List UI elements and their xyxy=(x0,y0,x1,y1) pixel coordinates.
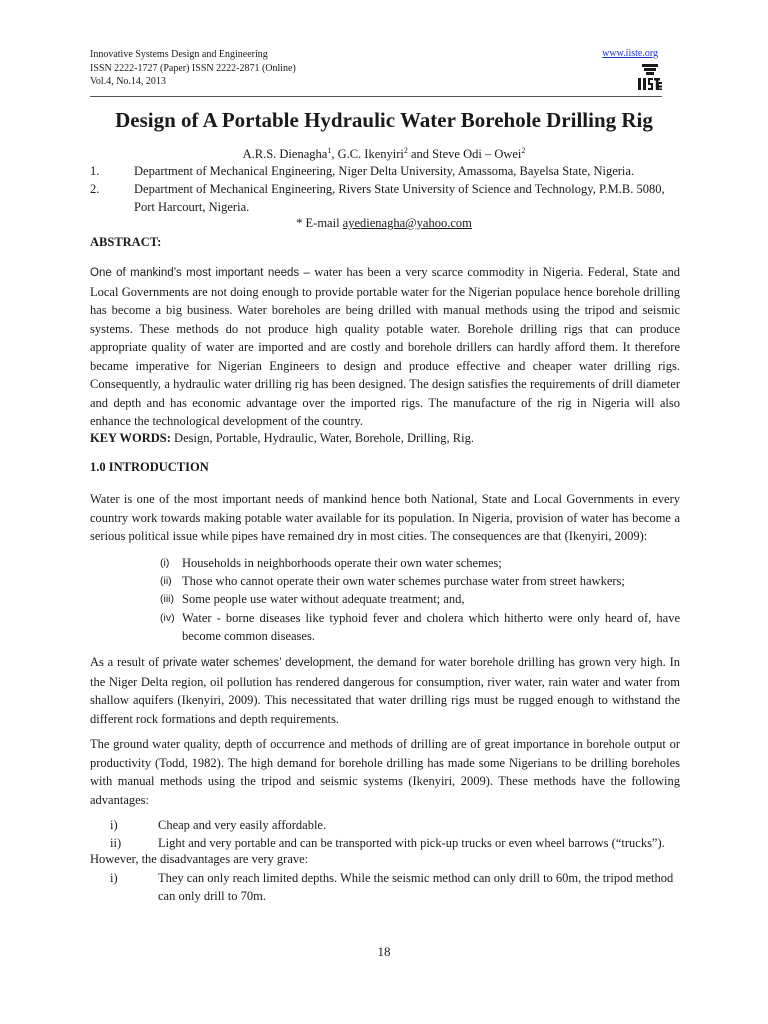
list-item-text: Households in neighborhoods operate their own water schemes; xyxy=(182,556,502,570)
keywords-label: KEY WORDS: xyxy=(90,431,171,445)
list-item-text: Water - borne diseases like typhoid fever and cholera which hitherto were only heard of, have become common diseases. xyxy=(182,610,680,643)
journal-url-container xyxy=(602,48,658,59)
list-marker: (i) xyxy=(160,557,170,569)
journal-issn: ISSN 2222-1727 (Paper) ISSN 2222-2871 (Online) xyxy=(90,62,296,74)
list-marker: i) xyxy=(110,818,118,832)
list-item xyxy=(160,554,680,572)
disadvantages-intro: However, the disadvantages are very grave: xyxy=(90,852,309,866)
abstract-heading: ABSTRACT: xyxy=(90,235,162,249)
list-item-text: They can only reach limited depths. While the seismic method can only drill to 60m, the tripod method can only drill to 70m. xyxy=(158,871,674,904)
keywords-text: Design, Portable, Hydraulic, Water, Borehole, Drilling, Rig. xyxy=(170,431,474,445)
p2-pre: As a result of xyxy=(90,655,163,669)
keywords-line xyxy=(90,431,474,446)
journal-header xyxy=(90,48,296,89)
list-item xyxy=(160,590,680,608)
intro-paragraph-2 xyxy=(90,653,680,728)
consequences-list xyxy=(160,554,680,645)
p2-post: the demand for water borehole drilling has grown very high. In the Niger Delta region, oil pollution has rendered dangerous for consumption, river water, rain water and water from shallow aquifers (Ikenyiri, 2009). This necessitated that water drilling rigs must be rugged enough to withstand the different rock formations and depth requirements. xyxy=(90,655,680,726)
journal-volume: Vol.4, No.14, 2013 xyxy=(90,76,166,87)
author-1: A.R.S. Dienagha xyxy=(242,147,328,162)
list-item xyxy=(110,869,680,905)
paper-title: Design of A Portable Hydraulic Water Borehole Drilling Rig xyxy=(115,108,653,132)
header-divider xyxy=(90,96,662,97)
p2-sans-phrase: private water schemes’ development, xyxy=(162,657,355,669)
affiliation-1 xyxy=(90,162,680,180)
list-item-text: Light and very portable and can be transported with pick-up trucks or even wheel barrows (“trucks”). xyxy=(158,836,665,851)
affiliation-2-number: 2. xyxy=(90,182,100,196)
page-number: 18 xyxy=(377,944,391,959)
affiliation-1-number: 1. xyxy=(90,164,100,178)
affiliation-2-text: Department of Mechanical Engineering, Rivers State University of Science and Technology, P.M.B. 5080, Port Harcourt, Nigeria. xyxy=(134,182,665,214)
email-prefix: * E-mail xyxy=(296,216,343,230)
iiste-logo xyxy=(638,64,662,92)
list-item xyxy=(160,609,680,645)
list-item xyxy=(110,816,680,834)
journal-name: Innovative Systems Design and Engineering xyxy=(90,49,268,60)
list-marker: i) xyxy=(110,871,118,885)
list-item xyxy=(110,834,680,852)
author-line xyxy=(90,146,678,162)
list-item xyxy=(160,572,680,590)
abstract-body: water has been a very scarce commodity in Nigeria. Federal, State and Local Governments are not doing enough to provide portable water for the Nigerian populace hence borehole drilling has become a big business. Water boreholes are being drilled with manual methods using the tripod and seismic systems. These methods do not produce high quality potable water. Borehole drilling rigs that can produce appropriate quality of water are imported and are costly and borehole drillers can hardly afford them. It therefore became imperative for Nigerian Engineers to design and produce effective and cheaper water drilling rigs. Consequently, a hydraulic water drilling rig has been designed. The design satisfies the requirements of drill diameter and depth and has economic advantage over the imported rigs. The manufacture of the rig in Nigeria will also enhance the technological development of the country. xyxy=(90,265,680,428)
contact-email xyxy=(90,216,678,231)
intro-paragraph-1: Water is one of the most important needs of mankind hence both National, State and Local Governments in every country work towards making potable water available for its population. In Nigeria, provision of water has become a serious political issue while pipes have remained dry in most cities. The consequences are that (Ikenyiri, 2009): xyxy=(90,492,680,543)
intro-paragraph-3: The ground water quality, depth of occurrence and methods of drilling are of great importance in borehole output or productivity (Todd, 1982). The high demand for borehole drilling has made some Nigerians to be drilling boreholes with manual methods using the tripod and seismic systems (Ikenyiri, 2009). These methods have the following advantages: xyxy=(90,737,680,807)
email-address-link[interactable]: ayedienagha@yahoo.com xyxy=(342,216,472,230)
introduction-heading: 1.0 INTRODUCTION xyxy=(90,460,209,474)
journal-url-link[interactable]: www.iiste.org xyxy=(602,48,658,59)
list-item-text: Those who cannot operate their own water schemes purchase water from street hawkers; xyxy=(182,574,625,589)
affiliation-2 xyxy=(90,180,680,216)
author-2: , G.C. Ikenyiri xyxy=(331,147,404,162)
abstract-paragraph xyxy=(90,263,680,431)
list-item-text: Some people use water without adequate treatment; and, xyxy=(182,592,465,607)
list-marker: (iii) xyxy=(160,593,174,606)
author-3: and Steve Odi – Owei xyxy=(407,147,522,162)
affiliation-1-text: Department of Mechanical Engineering, Niger Delta University, Amassoma, Bayelsa State, Nigeria. xyxy=(134,164,635,178)
list-marker: (ii) xyxy=(160,575,172,588)
abstract-lead: One of mankind’s most important needs – xyxy=(90,267,310,279)
list-marker: ii) xyxy=(110,836,122,851)
author-3-affil: 2 xyxy=(521,146,526,155)
author-2-affil: 2 xyxy=(403,146,408,155)
disadvantages-list xyxy=(110,869,680,905)
author-1-affil: 1 xyxy=(327,146,332,155)
advantages-list xyxy=(110,816,680,852)
list-marker: (iv) xyxy=(160,611,175,624)
list-item-text: Cheap and very easily affordable. xyxy=(158,818,327,832)
